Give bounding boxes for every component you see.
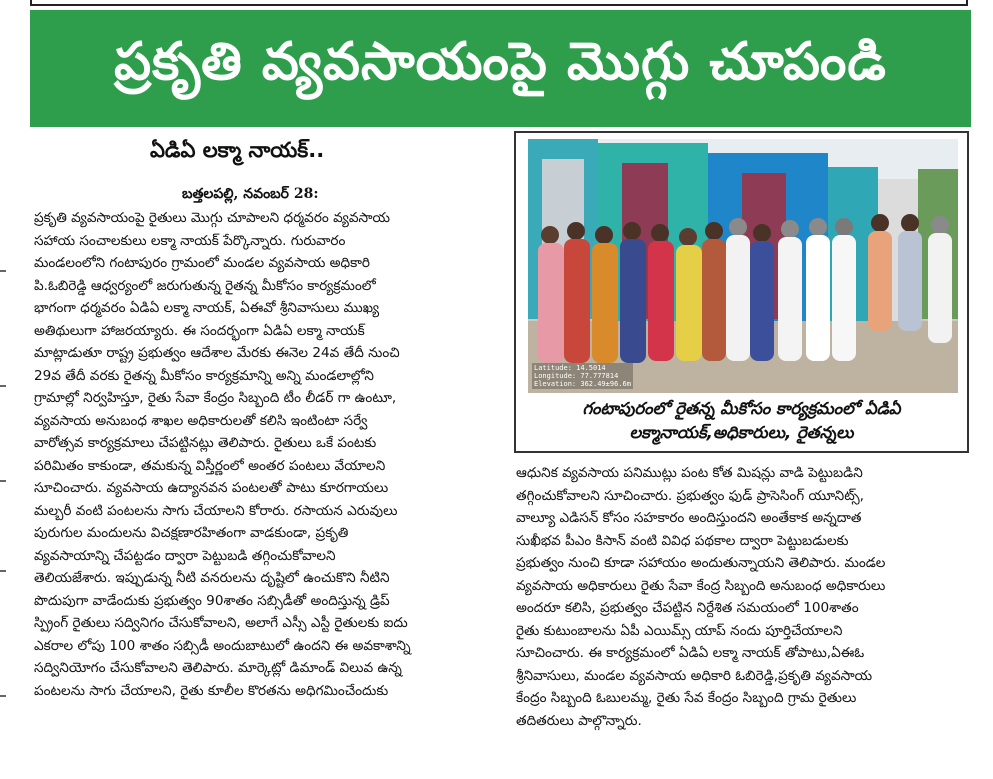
dateline: బత్తలపల్లి, నవంబర్ 28:	[182, 186, 319, 202]
subheadline: ఏడిఏ లక్మా నాయక్..	[150, 138, 325, 162]
body-line: సుఖీభవ పీఎం కిసాన్ వంటి వివిధ పథకాల ద్వారా పెట్టుబడులకు	[516, 532, 849, 549]
body-line: పి.ఓబిరెడ్డి ఆధ్వర్యంలో జరుగుతున్న రైతన్న మీకోసం కార్యక్రమంలో	[34, 277, 376, 294]
photo-geotag: Latitude: 14.5014 Longitude: 77.777814 Elevation: 362.49±96.6m	[534, 364, 631, 388]
photo-caption	[520, 397, 963, 445]
body-line: 29వ తేదీ వరకు రైతన్న మీకోసం కార్యక్రమాన్ని అన్ని మండలాల్లోని	[34, 367, 374, 384]
body-line: ఎకరాల లోపు 100 శాతం సబ్సిడీ అందుబాటులో ఉందని ఈ అవకాశాన్ని	[34, 637, 411, 654]
left-edge-marks	[0, 150, 10, 750]
article-body-left	[34, 207, 494, 702]
body-line: స్ప్రింగ్ రైతులు సద్వినిగం చేసుకోవాలని, అలాగే ఎస్సీ ఎస్టీ రైతులకు ఐదు	[34, 615, 408, 631]
body-line: మాట్లాడుతూ రాష్ట్ర ప్రభుత్వం ఆదేశాల మేరకు ఈనెల 24వ తేదీ నుంచి	[34, 345, 400, 361]
body-line: వ్యవసాయాన్ని చేపట్టడం ద్వారా పెట్టుబడి తగ్గించుకోవాలని	[34, 547, 336, 564]
body-line: అందరూ కలిసి, ప్రభుత్వం చేపట్టిన నిర్దేశిత సమయంలో 100శాతం	[516, 600, 859, 616]
body-line: పరిమితం కాకుండా, తమకున్న విస్తీర్ణంలో అంతర పంటలు వేయాలని	[34, 457, 386, 474]
body-line: వాల్యూ ఎడిసన్ కోసం సహకారం అందిస్తుందని అంతేకాక అన్నదాత	[516, 510, 862, 526]
body-line: గ్రామాల్లో నిర్వహిస్తూ, రైతు సేవా కేంద్రం సిబ్బంది టీం లీడర్ గా ఉంటూ,	[34, 390, 397, 406]
news-photo	[528, 139, 958, 393]
body-line: కేంద్రం సిబ్బంది ఓబులమ్మ, రైతు సేవ కేంద్రం సిబ్బంది గ్రామ రైతులు	[516, 690, 857, 706]
body-line: పొదుపుగా వాడేందుకు ప్రభుత్వం 90శాతం సబ్సిడీతో అందిస్తున్న డ్రిప్	[34, 592, 390, 609]
body-line: పంటలను సాగు చేయాలని, రైతు కూలీల కొరతను అధిగమించేందుకు	[34, 682, 389, 699]
news-photo-box	[514, 131, 969, 453]
body-line: సద్వినియోగం చేసుకోవాలని తెలిపారు. మార్కెట్లో డిమాండ్ విలువ ఉన్న	[34, 660, 402, 676]
body-line: ప్రభుత్వం నుంచి కూడా సహాయం అందుతున్నాయని తెలిపారు. మండల	[516, 555, 886, 571]
body-line: ఆధునిక వ్యవసాయ పనిముట్లు పంట కోత మిషన్లు వాడి పెట్టుబడిని	[516, 465, 863, 481]
body-line: ప్రకృతి వ్యవసాయంపై రైతులు మొగ్గు చూపాలని ధర్మవరం వ్యవసాయ	[34, 210, 390, 226]
body-line: సహాయ సంచాలకులు లక్మా నాయక్ పేర్కొన్నారు. గురువారం	[34, 232, 346, 249]
caption-line: లక్మానాయక్,అధికారులు, రైతన్నలు	[629, 423, 854, 442]
body-line: రైతు కుటుంబాలను ఏపీ ఎయిమ్స్ యాప్ నందు పూర్తిచేయాలని	[516, 622, 843, 639]
body-line: తగ్గించుకోవాలని సూచించారు. ప్రభుత్వం ఫుడ్ ప్రాసెసింగ్ యూనిట్స్,	[516, 487, 864, 504]
body-line: సూచించారు. వ్యవసాయ ఉద్యానవన పంటలతో పాటు కూరగాయలు	[34, 480, 389, 496]
farmers-group-photo	[528, 139, 958, 393]
article-body-right	[516, 462, 968, 732]
body-line: భాగంగా ధర్మవరం ఏడిఏ లక్మా నాయక్, ఏఈవో శ్రీనివాసులు ముఖ్య	[34, 300, 380, 316]
body-line: మల్బరీ వంటి పంటలను సాగు చేయాలని కోరారు. రసాయన ఎరువులు	[34, 502, 398, 519]
body-line: అతిథులుగా హాజరయ్యారు. ఈ సందర్భంగా ఏడిఏ లక్మా నాయక్	[34, 322, 365, 339]
body-line: పురుగుల మందులను విచక్షణారహితంగా వాడకుండా, ప్రకృతి	[34, 525, 349, 541]
body-line: వ్యవసాయ అధికారులు రైతు సేవా కేంద్ర సిబ్బంది అనుబంధ అధికారులు	[516, 577, 886, 594]
body-line: వ్యవసాయ అనుబంధ శాఖల అధికారులతో కలిసి ఇంటింటా సర్వే	[34, 412, 368, 429]
body-line: వారోత్సవ కార్యక్రమాలు చేపట్టినట్లు తెలిపారు. రైతులు ఒకే పంటకు	[34, 435, 377, 451]
headline: ప్రకృతి వ్యవసాయంపై మొగ్గు చూపండి	[114, 32, 887, 92]
top-border-rule	[30, 0, 968, 6]
body-line: తదితరులు పాల్గొన్నారు.	[516, 712, 642, 729]
headline-banner	[30, 10, 971, 127]
caption-line: గంటాపురంలో రైతన్న మీకోసం కార్యక్రమంలో ఏడిఏ	[582, 399, 901, 418]
body-line: సూచించారు. ఈ కార్యక్రమంలో ఏడిఏ లక్మా నాయక్ తోపాటు,ఏఈఓ	[516, 645, 865, 661]
body-line: మండలంలోని గంటాపురం గ్రామంలో మండల వ్యవసాయ అధికారి	[34, 255, 370, 271]
body-line: శ్రీనివాసులు, మండల వ్యవసాయ అధికారి ఓబిరెడ్డి,ప్రకృతి వ్యవసాయ	[516, 667, 873, 684]
body-line: తెలియజేశారు. ఇప్పుడున్న నీటి వనరులను దృష్టిలో ఉంచుకొని నీటిని	[34, 570, 390, 586]
